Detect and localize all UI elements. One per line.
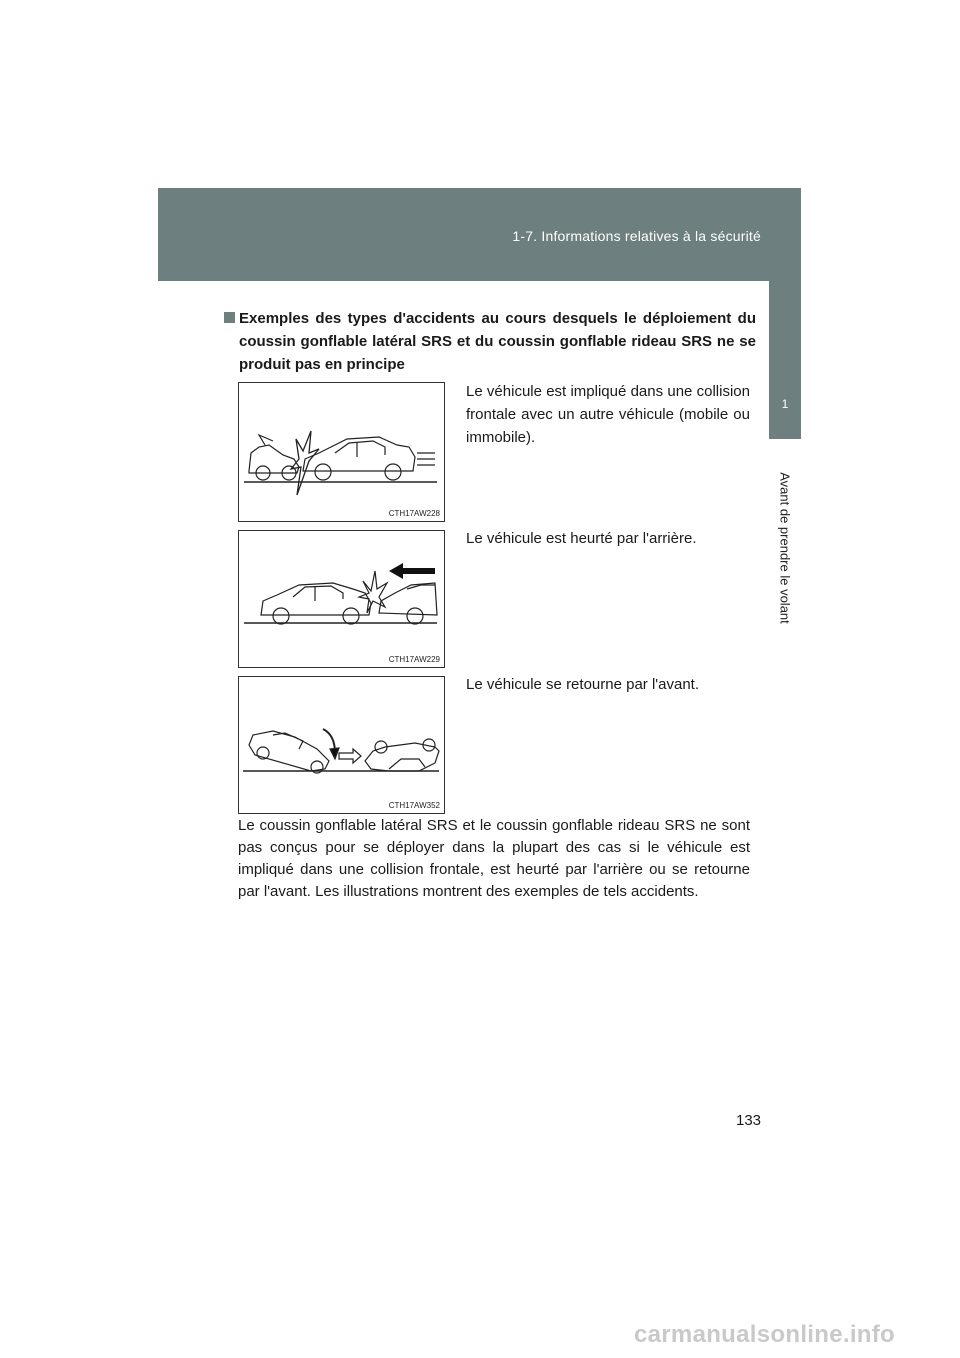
figure-rear-collision bbox=[238, 530, 445, 668]
caption-rear-collision: Le véhicule est heurté par l'arrière. bbox=[466, 530, 697, 547]
figure-code: CTH17AW352 bbox=[388, 801, 440, 810]
watermark: carmanualsonline.info bbox=[634, 1321, 896, 1348]
figure-code: CTH17AW229 bbox=[388, 655, 440, 664]
chapter-title: Avant de prendre le volant bbox=[777, 472, 793, 624]
page-number: 133 bbox=[736, 1112, 762, 1129]
section-heading bbox=[224, 307, 756, 376]
caption-forward-rollover: Le véhicule se retourne par l'avant. bbox=[466, 676, 700, 693]
frontal-collision-illustration bbox=[239, 383, 444, 521]
rear-collision-illustration bbox=[239, 531, 444, 667]
caption-frontal-collision: Le véhicule est impliqué dans une collision frontale avec un autre véhicule (mobile ou immobile). bbox=[466, 383, 750, 446]
section-title: 1-7. Informations relatives à la sécurité bbox=[512, 228, 761, 244]
chapter-tab bbox=[769, 281, 801, 439]
heading-text: Exemples des types d'accidents au cours desquels le déploiement du coussin gonflable latéral SRS et du coussin gonflable rideau SRS ne se produit pas en principe bbox=[239, 310, 756, 373]
square-bullet-icon bbox=[224, 312, 235, 323]
figure-forward-rollover bbox=[238, 676, 445, 814]
figure-frontal-collision bbox=[238, 382, 445, 522]
figure-code: CTH17AW228 bbox=[388, 509, 440, 518]
forward-rollover-illustration bbox=[239, 677, 444, 813]
chapter-number: 1 bbox=[781, 397, 789, 411]
header-band bbox=[158, 188, 801, 281]
body-paragraph: Le coussin gonflable latéral SRS et le coussin gonflable rideau SRS ne sont pas conçus pour se déployer dans la plupart des cas si le véhicule est impliqué dans une collision frontale, est heurté par l'arrière ou se retourne par l'avant. Les illustrations montrent des exemples de tels accidents. bbox=[238, 817, 750, 900]
